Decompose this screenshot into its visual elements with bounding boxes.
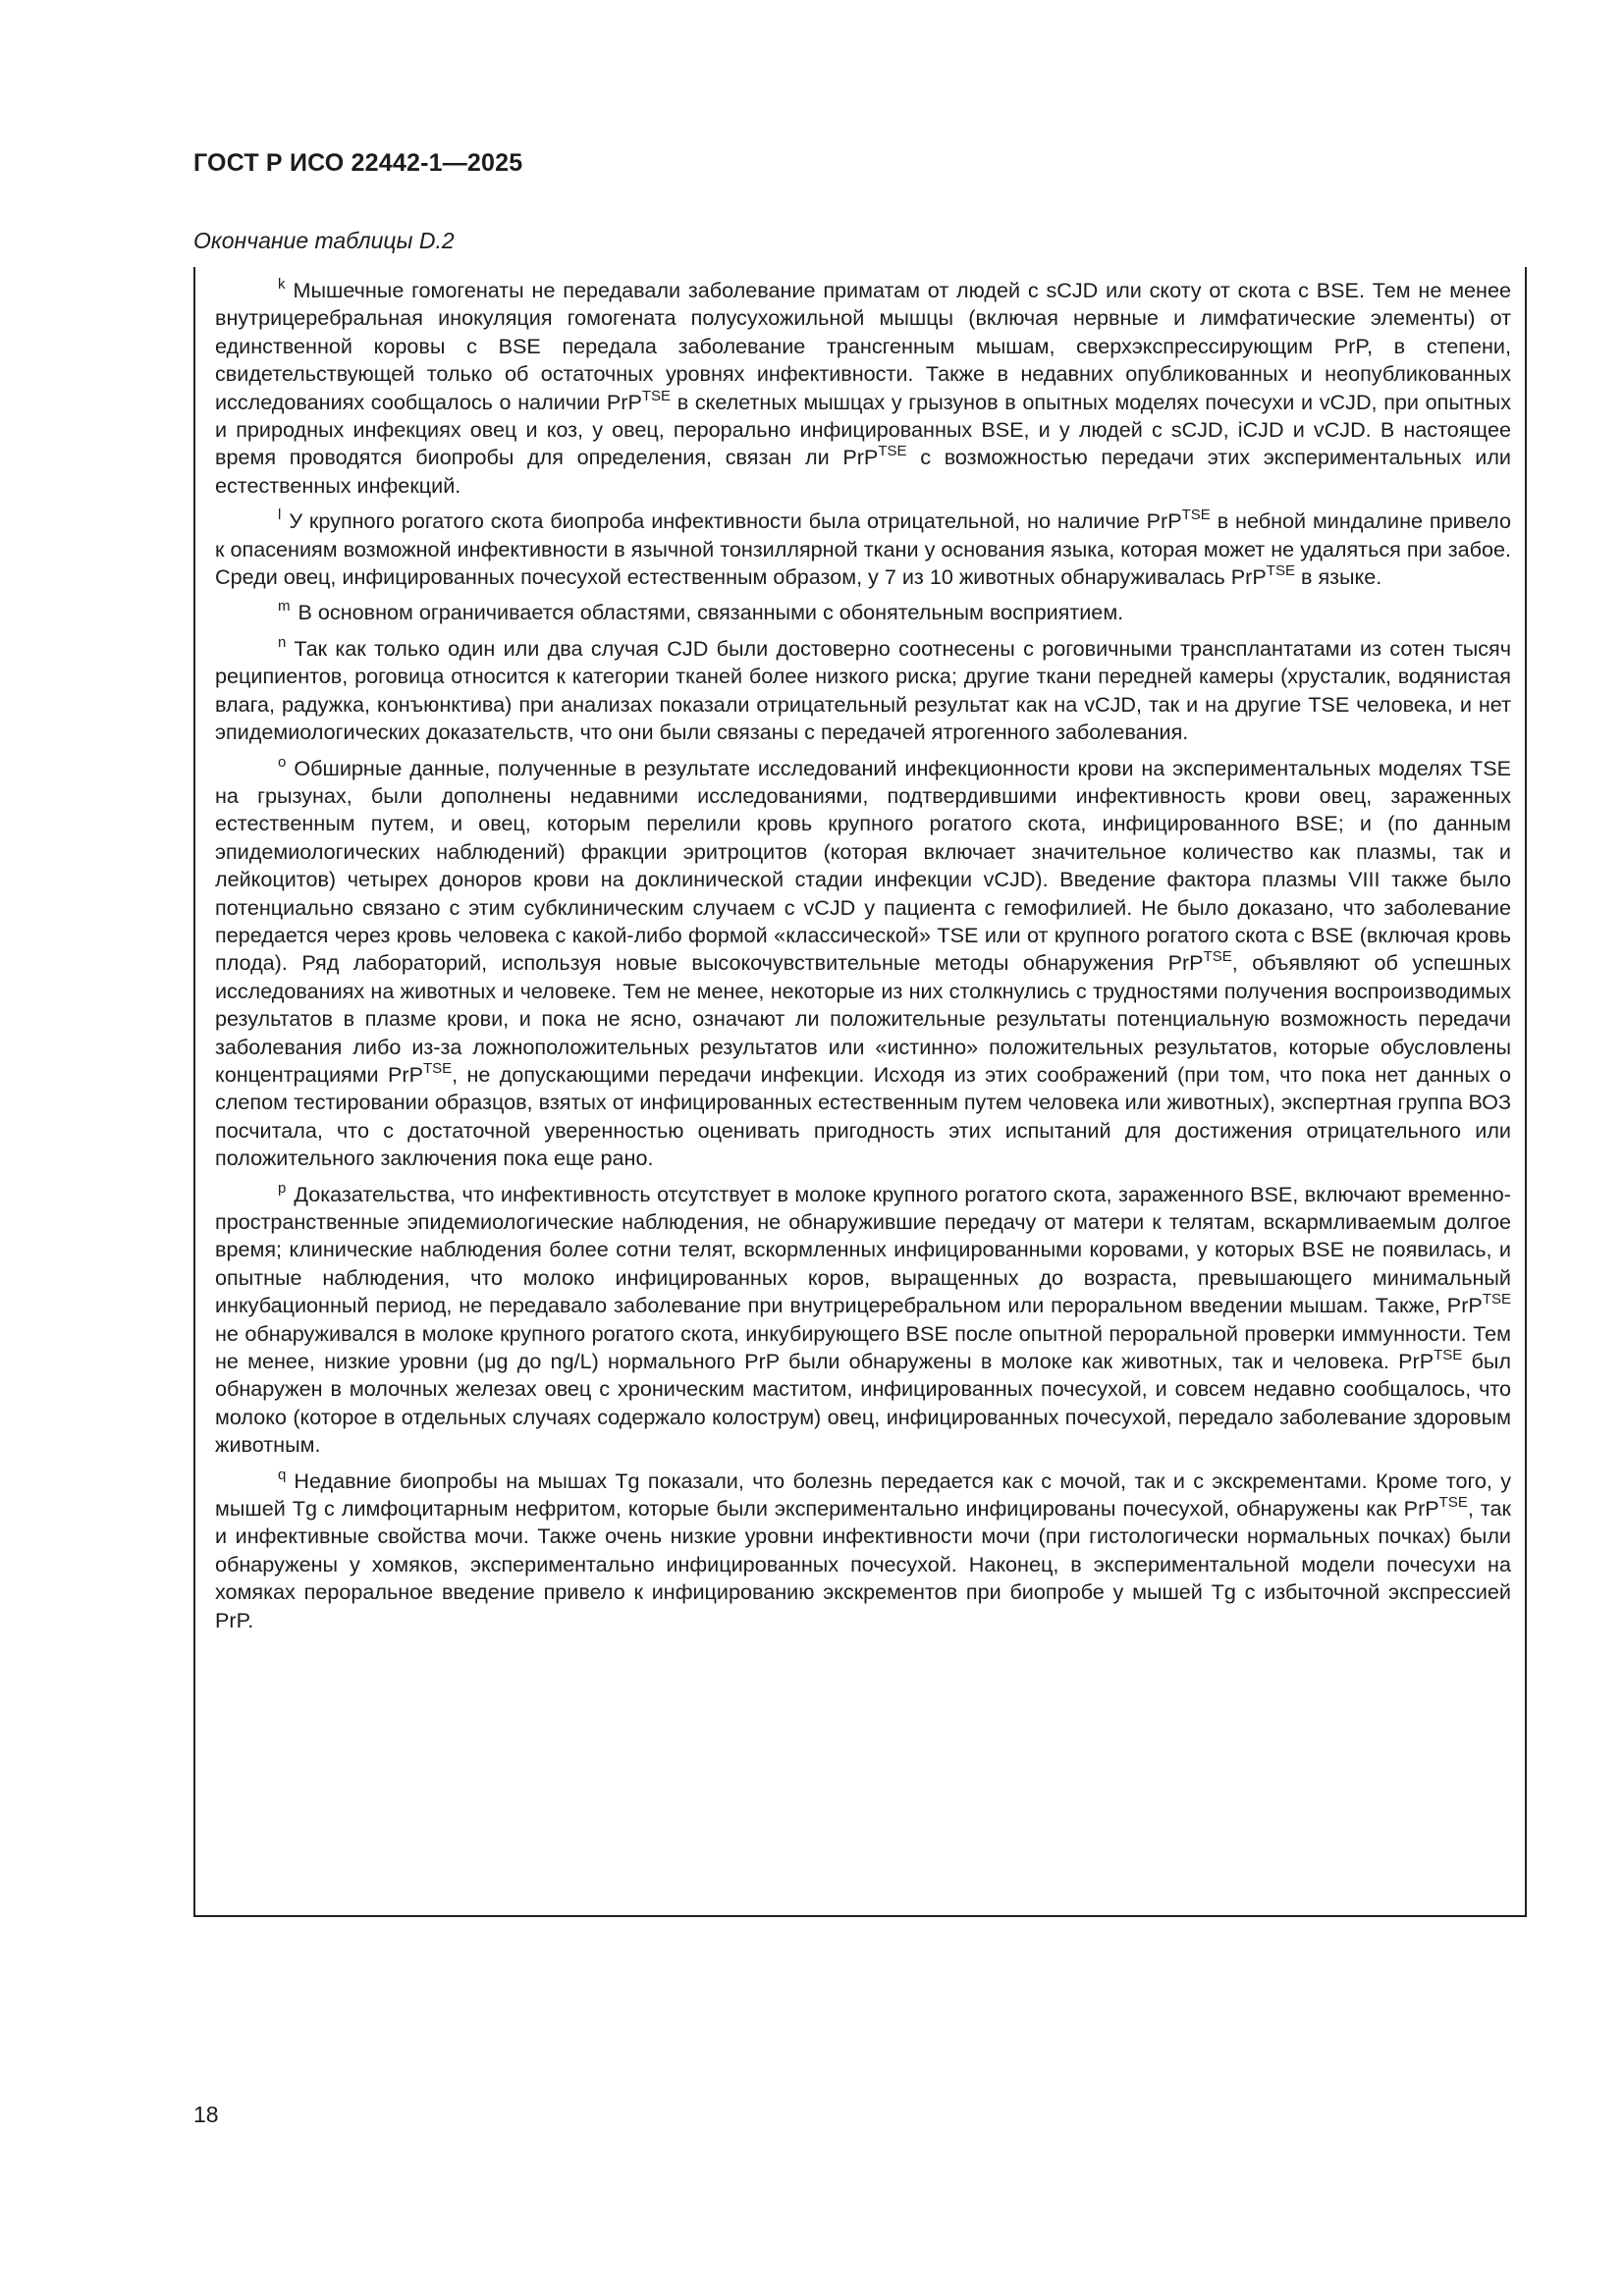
footnote-text: Обширные данные, полученные в результате исследований инфекционности крови на экспериментальных моделях TSE на грызунах, были дополнены недавними исследованиями, подтвердившими инфективность крови овец, зараженных естественным путем, и овец, которым перелили кровь крупного рогатого скота, инфицированного BSE; и (по данным эпидемиологических наблюдений) фракции эритроцитов (которая включает значительное количество как плазмы, так и лейкоцитов) четырех доноров крови на доклинической стадии инфекции vCJD). Введение фактора плазмы VIII также было потенциально связано с этим субклиническим случаем с vCJD у пациента с гемофилией. Не было доказано, что заболевание передается через кровь человека с какой-либо формой «классической» TSE или от крупного рогатого скота с BSE (включая кровь плода). Ряд лабораторий, используя новые высокочувствительные методы обнаружения PrP [215, 755, 1511, 976]
table-continuation-caption: Окончание таблицы D.2 [193, 228, 455, 253]
table-footnotes-box [193, 267, 1527, 1917]
footnote-mark: k [278, 276, 286, 293]
footnote-q [215, 1468, 1511, 1634]
footnote-text: в языке. [1294, 564, 1382, 590]
footnote-l [215, 507, 1511, 591]
superscript-tse: TSE [1482, 1291, 1511, 1308]
footnote-mark: q [278, 1466, 287, 1483]
footnote-p [215, 1181, 1511, 1460]
footnote-text: , не допускающими передачи инфекции. Исходя из этих соображений (при том, что пока нет данных о слепом тестировании образцов, взятых от инфицированных естественным путем человека или животных), экспертная группа ВОЗ посчитала, что с достаточной уверенностью оценивать пригодность этих испытаний для достижения отрицательного или положительного заключения пока еще рано. [215, 1061, 1511, 1171]
footnote-text: , так и инфективные свойства мочи. Также очень низкие уровни инфективности мочи (при гистологически нормальных почках) были обнаружены у хомяков, экспериментально инфицированных почесухой. Наконец, в экспериментальной модели почесухи на хомяках пероральное введение привело к инфицированию экскрементов при биопробе у мышей Tg с избыточной экспрессией PrP. [215, 1496, 1511, 1632]
superscript-tse: TSE [1434, 1347, 1463, 1364]
superscript-tse: TSE [422, 1059, 453, 1077]
footnote-m [215, 599, 1511, 626]
footnote-text: Доказательства, что инфективность отсутствует в молоке крупного рогатого скота, зараженного BSE, включают временно-пространственные эпидемиологические наблюдения, не обнаружившие передачу от матери к телятам, вскармливаемым долгое время; клинические наблюдения более сотни телят, вскормленных инфицированными коровами, у которых BSE не появилась, и опытные наблюдения, что молоко инфицированных коров, выращенных до возраста, превышающего минимальный инкубационный период, не передавало заболевание при внутрицеребральном или пероральном введении мышам. Также, PrP [215, 1181, 1511, 1318]
footnote-mark: l [278, 507, 282, 524]
footnote-text: , объявляют об успешных исследованиях на животных и человеке. Тем не менее, некоторые из них столкнулись с трудностями получения воспроизводимых результатов в плазме крови, и пока не ясно, означают ли положительные результаты потенциальную возможность передачи заболевания либо из-за ложноположительных результатов или «истинно» положительных результатов, которые обусловлены концентрациями PrP [215, 950, 1511, 1087]
footnote-mark: m [278, 598, 291, 615]
footnote-text: Недавние биопробы на мышах Tg показали, что болезнь передается как с мочой, так и с экскрементами. Кроме того, у мышей Tg с лимфоцитарным нефритом, которые были экспериментально инфицированы почесухой, обнаружены как PrP [215, 1468, 1511, 1522]
footnote-k [215, 277, 1511, 500]
footnote-text: У крупного рогатого скота биопроба инфективности была отрицательной, но наличие PrP [289, 508, 1182, 534]
footnote-text: не обнаруживался в молоке крупного рогатого скота, инкубирующего BSE после опытной пероральной проверки иммунности. Тем не менее, низкие уровни (μg до ng/L) нормального PrP были обнаружены в молоке как животных, так и человека. PrP [215, 1320, 1511, 1374]
document-header: ГОСТ Р ИСО 22442-1—2025 [193, 149, 523, 177]
footnote-mark: o [278, 753, 287, 771]
footnote-text: Мышечные гомогенаты не передавали заболевание приматам от людей с sCJD или скоту от скота с BSE. Тем не менее внутрицеребральная инокуляция гомогената полусухожильной мышцы (включая нервные и лимфатические элементы) от единственной коровы с BSE передала заболевание трансгенным мышам, сверхэкспрессирующим PrP, в степени, свидетельствующей только об остаточных уровнях инфективности. Также в недавних опубликованных и неопубликованных исследованиях сообщалось о наличии PrP [215, 278, 1511, 414]
superscript-tse: TSE [641, 387, 672, 404]
footnote-mark: p [278, 1179, 287, 1197]
footnote-n [215, 635, 1511, 747]
footnote-text: В основном ограничивается областями, связанными с обонятельным восприятием. [298, 600, 1124, 625]
footnote-text: в небной миндалине привело к опасениям возможной инфективности в язычной тонзиллярной ткани у основания языка, которая может не удаляться при забое. Среди овец, инфицированных почесухой естественным образом, у 7 из 10 животных обнаруживалась PrP [215, 508, 1512, 590]
footnote-text: был обнаружен в молочных железах овец с хроническим маститом, инфицированных почесухой, и совсем недавно сообщалось, что молоко (которое в отдельных случаях содержало колострум) овец, инфицированных почесухой, передало заболевание здоровым животным. [215, 1349, 1511, 1458]
page-number: 18 [193, 2102, 219, 2127]
footnote-text: с возможностью передачи этих экспериментальных или естественных инфекций. [215, 445, 1511, 498]
footnote-text: в скелетных мышцах у грызунов в опытных моделях почесухи и vCJD, при опытных и природных инфекциях овец и коз, у овец, перорально инфицированных BSE, и у людей с sCJD, iCJD и vCJD. В настоящее время проводятся биопробы для определения, связан ли PrP [215, 389, 1511, 470]
footnote-text: Так как только один или два случая CJD были достоверно соотнесены с роговичными трансплантатами из сотен тысяч реципиентов, роговица относится к категории тканей более низкого риска; другие ткани передней камеры (хрусталик, водянистая влага, радужка, конъюнктива) при анализах показали отрицательный результат как на vCJD, так и на другие TSE человека, и нет эпидемиологических доказательств, что они были связаны с передачей ятрогенного заболевания. [215, 635, 1511, 745]
superscript-tse: TSE [1203, 948, 1232, 966]
superscript-tse: TSE [878, 443, 907, 460]
superscript-tse: TSE [1266, 562, 1295, 580]
footnote-o [215, 755, 1511, 1173]
superscript-tse: TSE [1181, 507, 1211, 524]
footnote-mark: n [278, 633, 287, 651]
superscript-tse: TSE [1438, 1494, 1468, 1512]
